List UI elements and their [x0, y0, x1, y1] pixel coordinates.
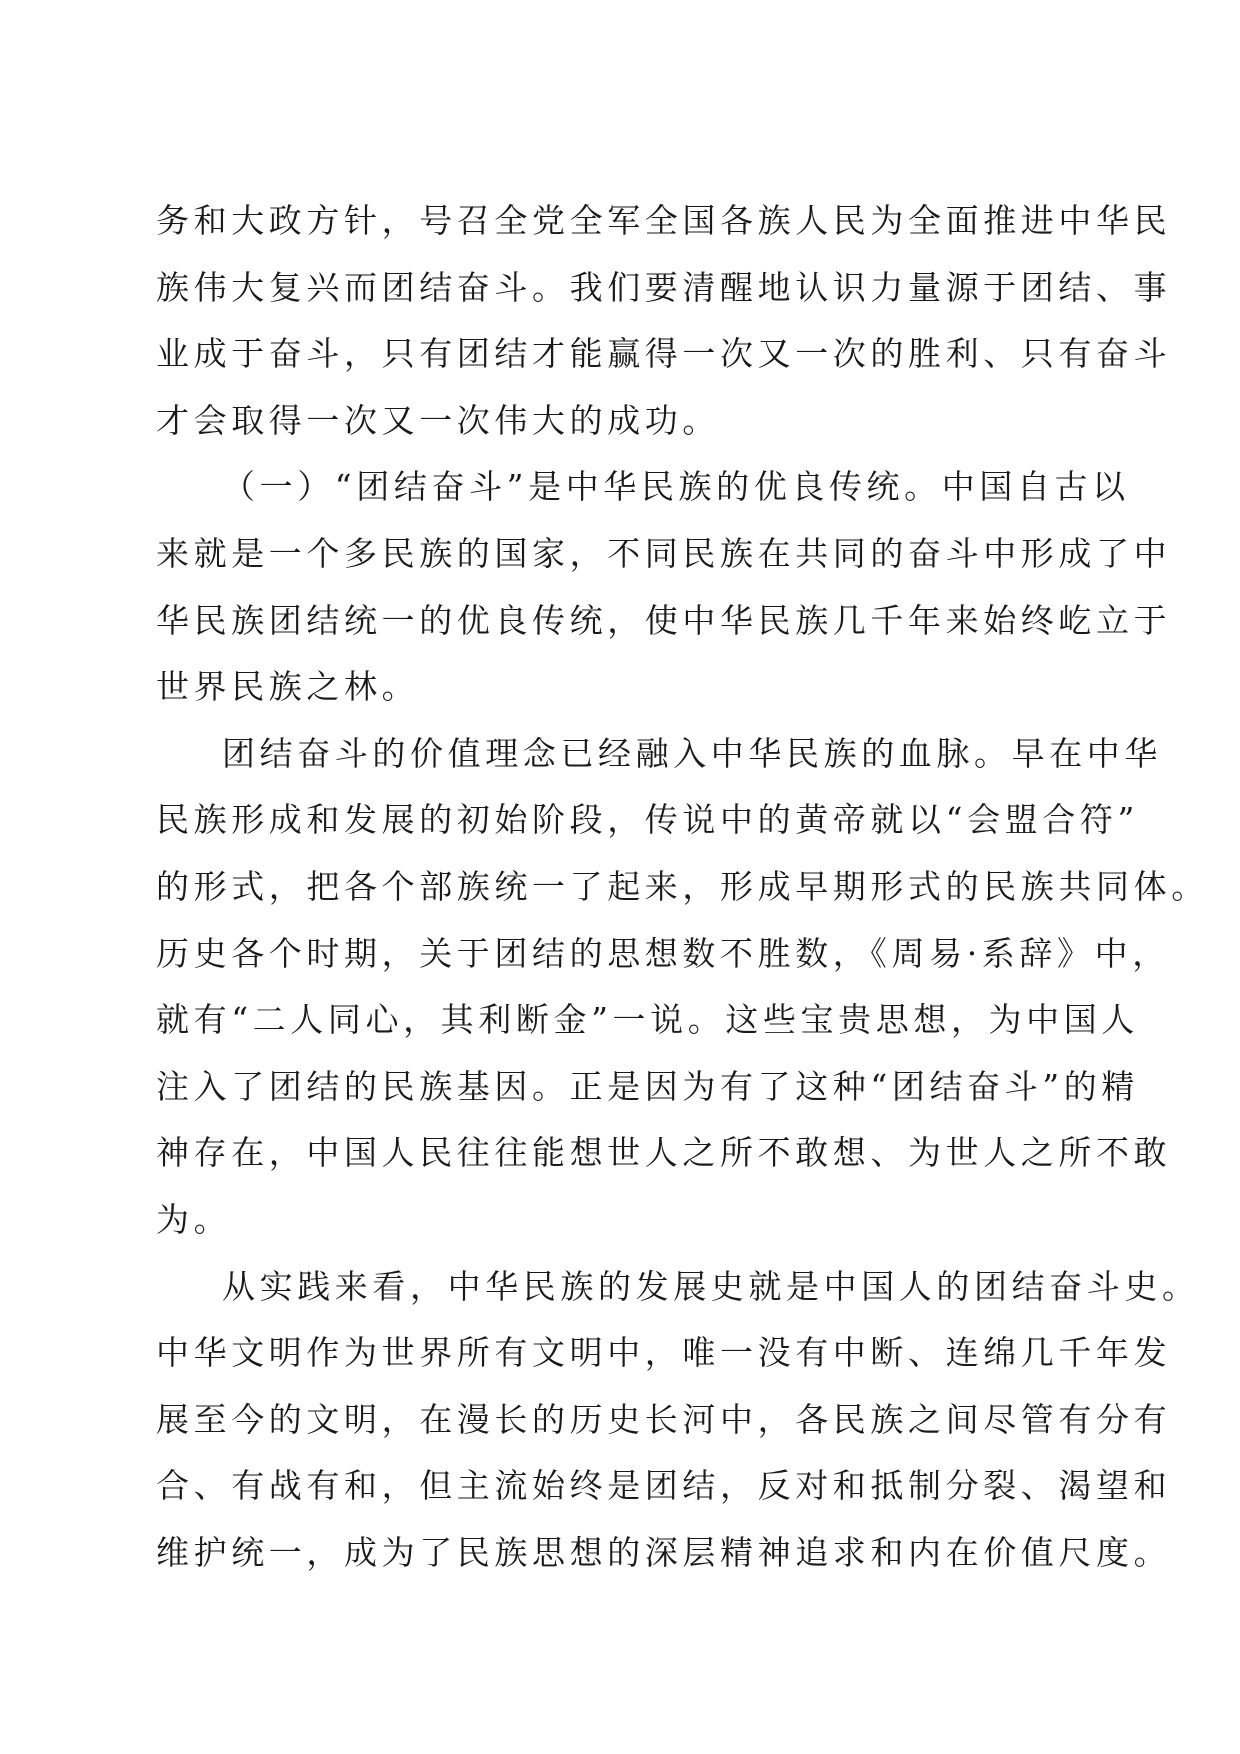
text-line: 团结奋斗的价值理念已经融入中华民族的血脉。早在中华 — [222, 733, 1162, 773]
text-line: 业成于奋斗，只有团结才能赢得一次又一次的胜利、只有奋斗 — [156, 334, 1172, 374]
paragraph — [156, 721, 1209, 1254]
text-line: 展至今的文明，在漫长的历史长河中，各民族之间尽管有分有 — [156, 1399, 1172, 1439]
text-line: 中华文明作为世界所有文明中，唯一没有中断、连绵几千年发 — [156, 1333, 1172, 1373]
text-line: 华民族团结统一的优良传统，使中华民族几千年来始终屹立于 — [156, 600, 1172, 640]
text-line: 从实践来看，中华民族的发展史就是中国人的团结奋斗史。 — [222, 1266, 1200, 1306]
text-line: 历史各个时期，关于团结的思想数不胜数，《周易·系辞》中， — [156, 933, 1170, 973]
text-line: 维护统一，成为了民族思想的深层精神追求和内在价值尺度。 — [156, 1532, 1172, 1572]
text-line: 来就是一个多民族的国家，不同民族在共同的奋斗中形成了中 — [156, 533, 1172, 573]
text-line: 为。 — [156, 1199, 232, 1239]
text-line: 的形式，把各个部族统一了起来，形成早期形式的民族共同体。 — [156, 866, 1209, 906]
paragraph — [156, 1254, 1200, 1587]
text-line: 世界民族之林。 — [156, 667, 420, 707]
text-line: 就有“二人同心，其利断金”一说。这些宝贵思想，为中国人 — [156, 1000, 1139, 1040]
text-line: 民族形成和发展的初始阶段，传说中的黄帝就以“会盟合符” — [156, 800, 1139, 840]
section-heading-line: （一）“团结奋斗”是中华民族的优良传统。中国自古以 — [222, 467, 1130, 507]
text-line: 合、有战有和，但主流始终是团结，反对和抵制分裂、渴望和 — [156, 1466, 1172, 1506]
text-line: 注入了团结的民族基因。正是因为有了这种“团结奋斗”的精 — [156, 1066, 1139, 1106]
document-body — [156, 188, 1209, 1586]
text-line: 族伟大复兴而团结奋斗。我们要清醒地认识力量源于团结、事 — [156, 267, 1172, 307]
text-line: 才会取得一次又一次伟大的成功。 — [156, 400, 720, 440]
text-line: 务和大政方针，号召全党全军全国各族人民为全面推进中华民 — [156, 201, 1172, 240]
paragraph — [156, 454, 1172, 720]
paragraph — [156, 188, 1172, 454]
text-line: 神存在，中国人民往往能想世人之所不敢想、为世人之所不敢 — [156, 1133, 1172, 1173]
